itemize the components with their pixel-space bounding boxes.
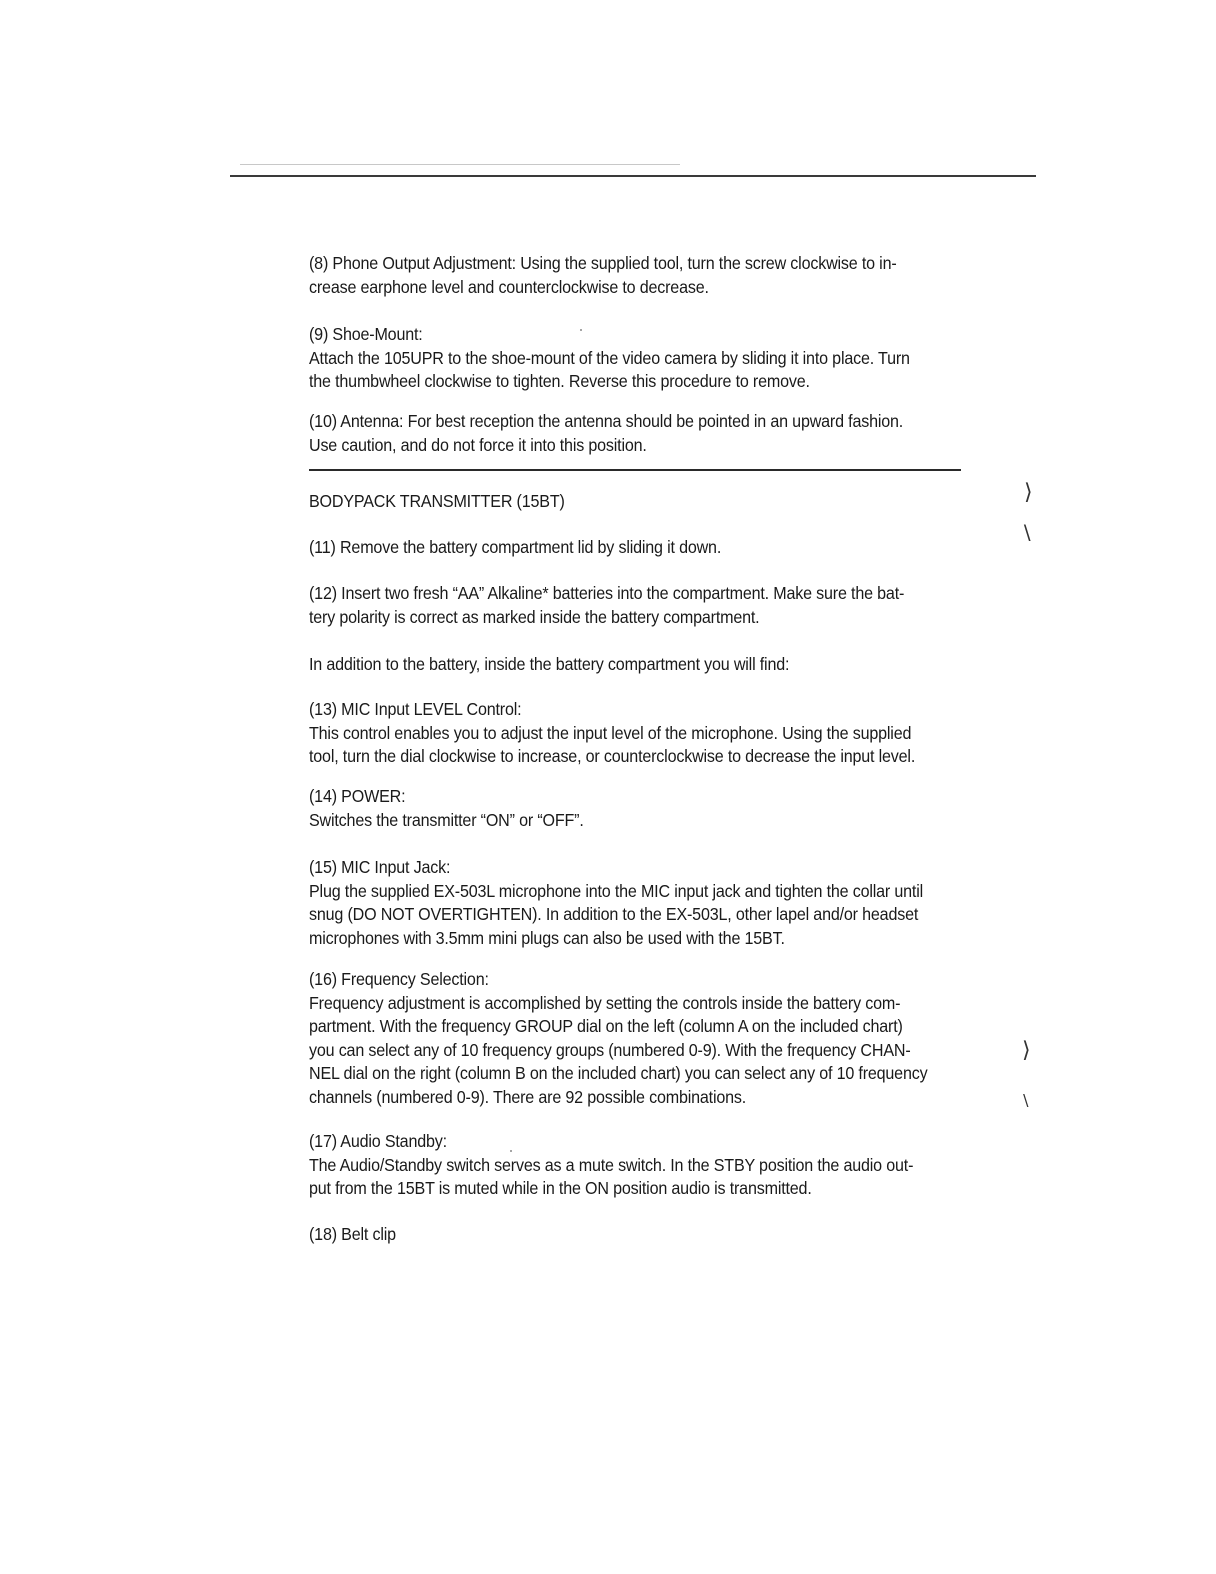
item-12-line-1: (12) Insert two fresh “AA” Alkaline* batteries into the compartment. Make sure the bat- (309, 583, 905, 603)
item-14-heading: (14) POWER: (309, 786, 406, 806)
top-rule (230, 175, 1036, 177)
item-10-antenna (309, 410, 971, 457)
item-8-line-1: (8) Phone Output Adjustment: Using the supplied tool, turn the screw clockwise to in- (309, 253, 897, 273)
item-10-line-1: (10) Antenna: For best reception the antenna should be pointed in an upward fashion. (309, 411, 904, 431)
item-16-frequency (309, 968, 971, 1109)
margin-scan-mark: ∖ (1020, 1091, 1031, 1110)
item-17-heading: (17) Audio Standby: (309, 1131, 447, 1151)
item-9-shoe-mount (309, 323, 971, 394)
item-13-mic-level (309, 698, 971, 769)
item-16-line-2: partment. With the frequency GROUP dial on the left (column A on the included chart) (309, 1016, 903, 1036)
item-16-line-3: you can select any of 10 frequency groups (numbered 0-9). With the frequency CHAN- (309, 1039, 911, 1060)
item-10-line-2: Use caution, and do not force it into this position. (309, 434, 647, 455)
item-12-batteries (309, 582, 971, 629)
top-rule-faint (240, 164, 680, 165)
bodypack-section-title (309, 490, 971, 514)
item-15-line-1: Plug the supplied EX-503L microphone into the MIC input jack and tighten the collar until (309, 880, 923, 901)
margin-scan-mark: ⟩ (1024, 480, 1033, 505)
item-16-heading: (16) Frequency Selection: (309, 969, 489, 989)
compartment-intro-text: In addition to the battery, inside the battery compartment you will find: (309, 654, 790, 674)
item-9-line-2: the thumbwheel clockwise to tighten. Reverse this procedure to remove. (309, 371, 810, 391)
item-17-line-1: The Audio/Standby switch serves as a mute switch. In the STBY position the audio out- (309, 1154, 914, 1175)
item-9-line-1: Attach the 105UPR to the shoe-mount of the video camera by sliding it into place. Turn (309, 347, 910, 368)
margin-scan-mark: ⟩ (1022, 1038, 1031, 1063)
item-11-battery-lid (309, 536, 971, 560)
scan-speck (580, 329, 582, 331)
item-9-heading: (9) Shoe-Mount: (309, 324, 423, 344)
item-13-line-1: This control enables you to adjust the input level of the microphone. Using the supplied (309, 722, 912, 743)
item-16-line-1: Frequency adjustment is accomplished by setting the controls inside the battery com- (309, 992, 901, 1013)
item-14-power (309, 785, 971, 832)
bodypack-title: BODYPACK TRANSMITTER (15BT) (309, 491, 565, 511)
item-11-line-1: (11) Remove the battery compartment lid by sliding it down. (309, 537, 722, 557)
item-17-audio-standby (309, 1130, 971, 1201)
item-15-line-3: microphones with 3.5mm mini plugs can also be used with the 15BT. (309, 927, 785, 948)
item-13-heading: (13) MIC Input LEVEL Control: (309, 699, 522, 719)
item-15-mic-jack (309, 856, 971, 950)
scan-speck (510, 1150, 512, 1152)
item-14-line-1: Switches the transmitter “ON” or “OFF”. (309, 809, 584, 830)
item-16-line-5: channels (numbered 0-9). There are 92 possible combinations. (309, 1086, 747, 1107)
compartment-intro (309, 653, 971, 677)
item-8-line-2: crease earphone level and counterclockwise to decrease. (309, 276, 709, 297)
item-13-line-2: tool, turn the dial clockwise to increase, or counterclockwise to decrease the input level. (309, 746, 916, 766)
item-8-phone-output (309, 252, 971, 299)
item-15-line-2: snug (DO NOT OVERTIGHTEN). In addition to the EX-503L, other lapel and/or headset (309, 904, 919, 924)
section-divider (309, 469, 961, 471)
item-12-line-2: tery polarity is correct as marked inside the battery compartment. (309, 606, 760, 627)
item-18-heading: (18) Belt clip (309, 1224, 396, 1244)
item-18-belt-clip (309, 1223, 971, 1247)
item-15-heading: (15) MIC Input Jack: (309, 857, 451, 877)
margin-scan-mark: ∖ (1020, 521, 1033, 545)
item-16-line-4: NEL dial on the right (column B on the included chart) you can select any of 10 frequency (309, 1063, 928, 1083)
item-17-line-2: put from the 15BT is muted while in the ON position audio is transmitted. (309, 1178, 812, 1198)
